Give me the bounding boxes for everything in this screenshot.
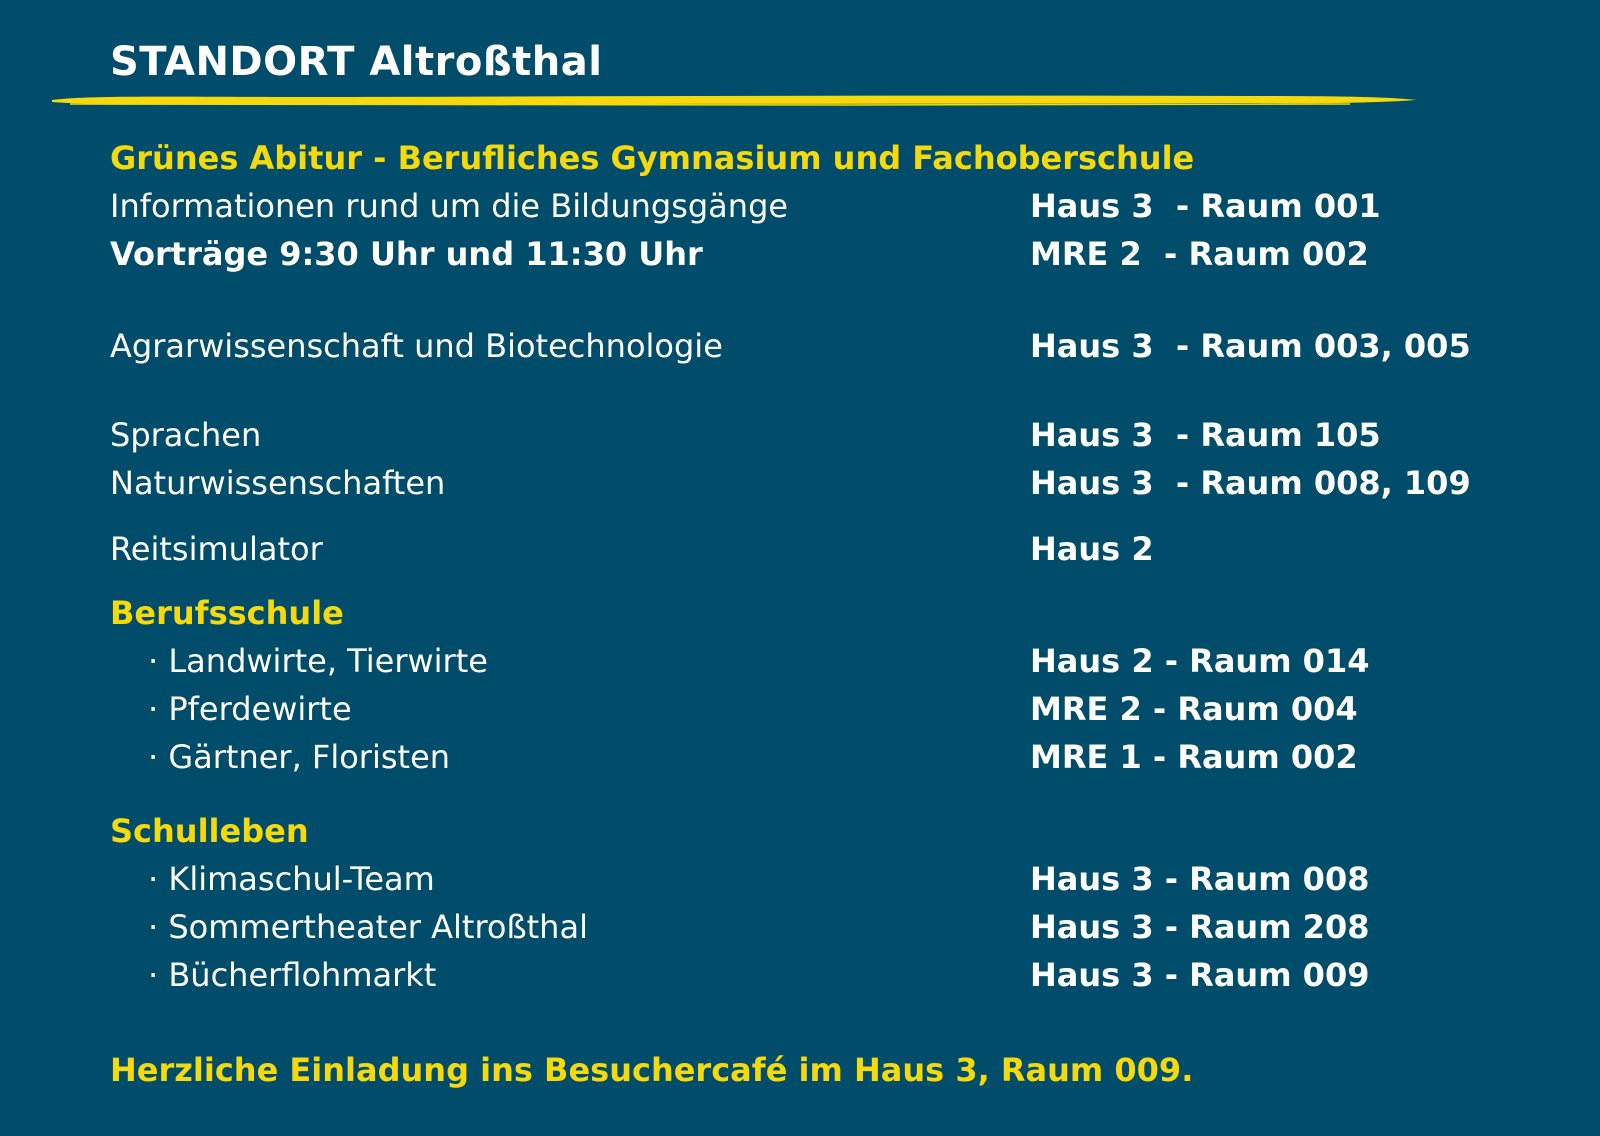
row-label-agrarwissenschaft: Agrarwissenschaft und Biotechnologie [110, 327, 723, 365]
page-title: STANDORT Altroßthal [110, 39, 603, 85]
row-label-sommertheater: · Sommertheater Altroßthal [148, 908, 588, 946]
row-label-naturwissenschaften: Naturwissenschaften [110, 464, 446, 502]
row-location-vortraege: MRE 2 - Raum 002 [1030, 235, 1369, 273]
row-label-reitsimulator: Reitsimulator [110, 530, 323, 568]
row-location-agrarwissenschaft: Haus 3 - Raum 003, 005 [1030, 327, 1471, 365]
row-location-sprachen: Haus 3 - Raum 105 [1030, 416, 1381, 454]
row-location-gaertner: MRE 1 - Raum 002 [1030, 738, 1358, 776]
row-location-sommertheater: Haus 3 - Raum 208 [1030, 908, 1370, 946]
row-location-buecherflohmarkt: Haus 3 - Raum 009 [1030, 956, 1370, 994]
row-label-informationen: Informationen rund um die Bildungsgänge [110, 187, 789, 225]
title-underline-brushstroke [50, 92, 1420, 108]
row-label-pferdewirte: · Pferdewirte [148, 690, 352, 728]
row-location-landwirte: Haus 2 - Raum 014 [1030, 642, 1370, 680]
row-label-landwirte: · Landwirte, Tierwirte [148, 642, 488, 680]
row-location-naturwissenschaften: Haus 3 - Raum 008, 109 [1030, 464, 1471, 502]
row-label-buecherflohmarkt: · Bücherflohmarkt [148, 956, 437, 994]
section-heading-abitur: Grünes Abitur - Berufliches Gymnasium und Fachoberschule [110, 139, 1195, 177]
row-label-klimaschul-team: · Klimaschul-Team [148, 860, 435, 898]
row-label-sprachen: Sprachen [110, 416, 262, 454]
row-location-reitsimulator: Haus 2 [1030, 530, 1154, 568]
row-location-klimaschul-team: Haus 3 - Raum 008 [1030, 860, 1370, 898]
row-location-pferdewirte: MRE 2 - Raum 004 [1030, 690, 1358, 728]
section-heading-berufsschule: Berufsschule [110, 594, 344, 632]
row-label-gaertner: · Gärtner, Floristen [148, 738, 451, 776]
section-heading-schulleben: Schulleben [110, 812, 309, 850]
row-location-informationen: Haus 3 - Raum 001 [1030, 187, 1381, 225]
row-label-vortraege: Vorträge 9:30 Uhr und 11:30 Uhr [110, 235, 703, 273]
footer-invitation: Herzliche Einladung ins Besuchercafé im Haus 3, Raum 009. [110, 1051, 1194, 1089]
